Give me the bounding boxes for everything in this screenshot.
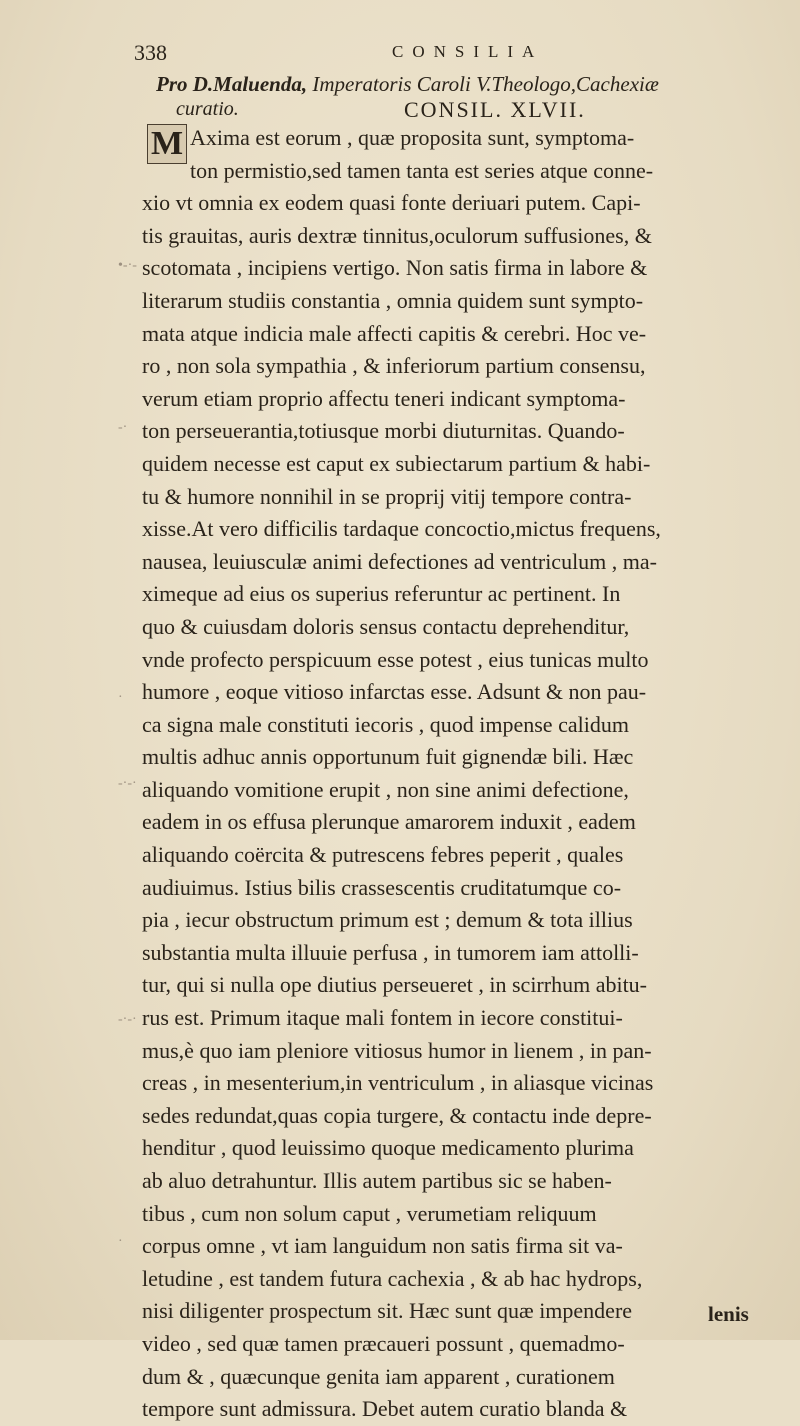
text-line: vnde profecto perspicuum esse potest , eius tunicas multo (142, 646, 649, 672)
subtitle-curatio: curatio. (176, 98, 239, 120)
text-line: literarum studiis constantia , omnia quidem sunt sympto- (142, 287, 644, 313)
text-line: dum & , quæcunque genita iam apparent , curationem (142, 1363, 615, 1389)
text-line: sedes redundat,quas copia turgere, & contactu inde depre- (142, 1102, 652, 1128)
text-line: xisse.At vero difficilis tardaque concoctio,mictus frequens, (142, 516, 661, 542)
text-line: video , sed quæ tamen præcaueri possunt , quemadmo- (142, 1330, 625, 1356)
consilium-subtitle (156, 72, 756, 97)
margin-dash-mark: -· (118, 420, 128, 435)
text-line: ab aluo detrahuntur. Illis autem partibus sic se haben- (142, 1168, 612, 1193)
body-text (142, 122, 762, 1426)
text-line: rus est. Primum itaque mali fontem in iecore constitui- (142, 1005, 623, 1031)
text-line: mata atque indicia male affecti capitis & cerebri. Hoc ve- (142, 320, 647, 346)
consil-number: CONSIL. XLVII. (404, 97, 586, 122)
running-head (134, 40, 734, 66)
text-line: henditur , quod leuissimo quoque medicamento plurima (142, 1135, 634, 1161)
text-line: ca signa male constituti iecoris , quod impense calidum (142, 711, 629, 737)
text-line: tis grauitas, auris dextræ tinnitus,oculorum suffusiones, & (142, 222, 652, 248)
text-line: scotomata , incipiens vertigo. Non satis firma in labore & (142, 255, 648, 281)
text-line: ton permistio,sed tamen tanta est series atque conne- (190, 157, 654, 183)
text-line: quidem necesse est caput ex subiectarum partium & habi- (142, 450, 651, 476)
margin-dash-mark: -·-· (118, 776, 137, 791)
catchword: lenis (708, 1302, 749, 1326)
text-line: tibus , cum non solum caput , verumetiam reliquum (142, 1200, 597, 1226)
text-line: mus,è quo iam pleniore vitiosus humor in lienem , in pan- (142, 1037, 652, 1063)
text-line: tu & humore nonnihil in se proprij vitij tempore contra- (142, 483, 632, 509)
subtitle-name: Pro D.Maluenda, (156, 72, 308, 96)
text-line: verum etiam proprio affectu teneri indicant symptoma- (142, 385, 626, 411)
text-line: nausea, leuiusculæ animi defectiones ad ventriculum , ma- (142, 548, 658, 574)
page-number: 338 (134, 40, 167, 65)
text-line: aliquando coërcita & putrescens febres peperit , quales (142, 842, 624, 868)
margin-dash-mark: -·-· (118, 1012, 137, 1027)
text-line: humore , eoque vitioso infarctas esse. Adsunt & non pau- (142, 679, 647, 705)
text-line: pia , iecur obstructum primum est ; demum & tota illius (142, 907, 633, 933)
text-line: quo & cuiusdam doloris sensus contactu deprehenditur, (142, 613, 630, 639)
running-title: CONSILIA (392, 42, 544, 61)
margin-dash-mark: · (118, 690, 123, 705)
subtitle-rest: Imperatoris Caroli V.Theologo,Cachexiæ (307, 72, 659, 96)
text-line: tempore sunt admissura. Debet autem curatio blanda & (142, 1396, 628, 1422)
text-line: creas , in mesenterium,in ventriculum , in aliasque vicinas (142, 1070, 654, 1096)
text-line: xio vt omnia ex eodem quasi fonte deriuari putem. Capi- (142, 190, 641, 216)
text-line: ximeque ad eius os superius referuntur ac pertinent. In (142, 581, 621, 607)
text-line: audiuimus. Istius bilis crassescentis cruditatumque co- (142, 874, 622, 900)
text-line: ro , non sola sympathia , & inferiorum partium consensu, (142, 353, 646, 379)
decorated-initial: M (147, 124, 187, 164)
margin-dash-mark: · (118, 1234, 123, 1249)
text-line: tur, qui si nulla ope diutius perseueret , in scirrhum abitu- (142, 972, 648, 998)
text-line: nisi diligenter prospectum sit. Hæc sunt quæ impendere (142, 1298, 633, 1324)
text-line: eadem in os effusa plerunque amarorem induxit , eadem (142, 809, 636, 835)
text-line: multis adhuc annis opportunum fuit gignendæ bili. Hæc (142, 744, 634, 770)
text-line: ton perseuerantia,totiusque morbi diuturnitas. Quando- (142, 418, 625, 444)
text-line: corpus omne , vt iam languidum non satis firma sit va- (142, 1233, 623, 1259)
text-line: Axima est eorum , quæ proposita sunt, symptoma- (190, 125, 635, 150)
text-line: substantia multa illuuie perfusa , in tumorem iam attolli- (142, 939, 639, 965)
text-line: aliquando vomitione erupit , non sine animi defectione, (142, 776, 629, 802)
text-line: letudine , est tandem futura cachexia , & ab hac hydrops, (142, 1265, 643, 1291)
margin-dash-mark: •-·- (118, 258, 137, 273)
